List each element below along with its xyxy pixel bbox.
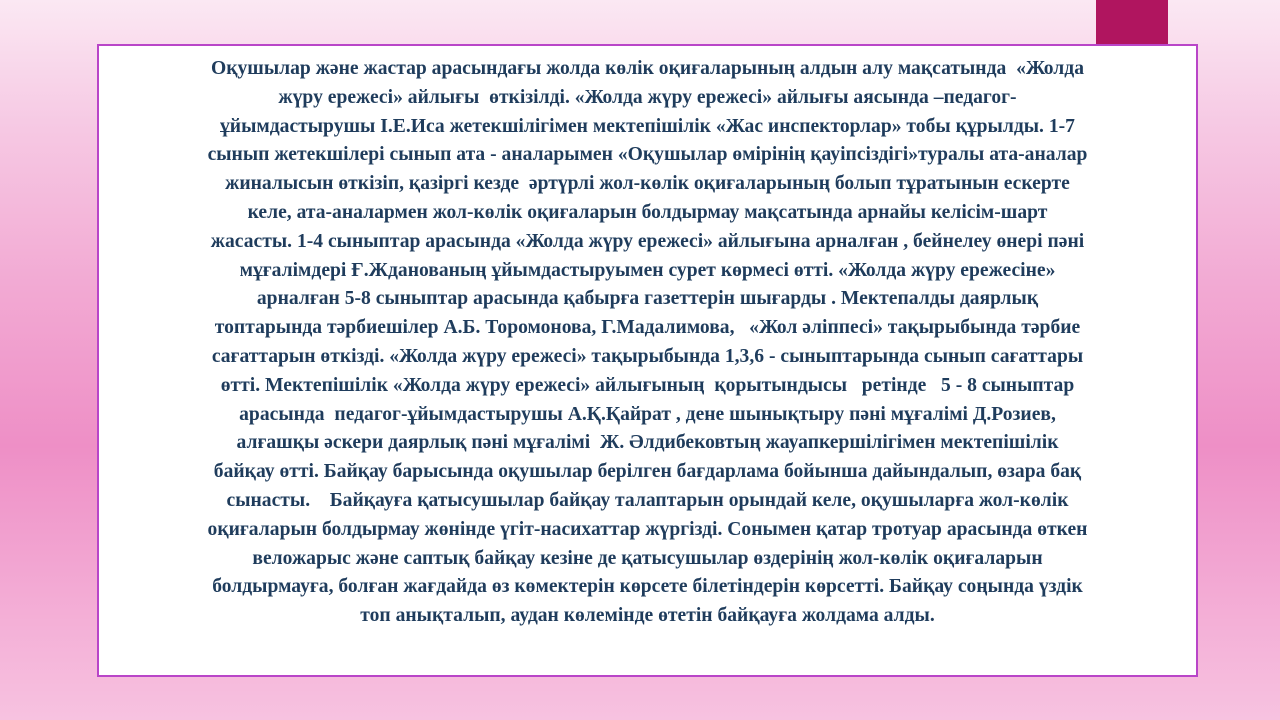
corner-accent-block — [1096, 0, 1168, 46]
text-content-box — [97, 44, 1198, 677]
body-paragraph: Оқушылар және жастар арасындағы жолда көлік оқиғаларының алдын алу мақсатында «Жолда жүру ережесі» айлығы өткізілді. «Жолда жүру ережесі» айлығы аясында –педагог- ұйымдастырушы І.Е.Иса жетекшілігімен мектепішілік «Жас инспекторлар» тобы құрылды. 1-7 сынып жетекшілері сынып ата - аналарымен «Оқушылар өмірінің қауіпсіздігі»туралы ата-аналар жиналысын өткізіп, қазіргі кезде әртүрлі жол-көлік оқиғаларының болып тұратынын ескерте келе, ата-аналармен жол-көлік оқиғаларын болдырмау мақсатында арнайы келісім-шарт жасасты. 1-4 сыныптар арасында «Жолда жүру ережесі» айлығына арналған , бейнелеу өнері пәні мұғалімдері Ғ.Жданованың ұйымдастыруымен сурет көрмесі өтті. «Жолда жүру ережесіне» арналған 5-8 сыныптар арасында қабырға газеттерін шығарды . Мектепалды даярлық топтарында тәрбиешілер А.Б. Торомонова, Г.Мадалимова, «Жол әліппесі» тақырыбында тәрбие сағаттарын өткізді. «Жолда жүру ережесі» тақырыбында 1,3,6 - сыныптарында сынып сағаттары өтті. Мектепішілік «Жолда жүру ережесі» айлығының қорытындысы ретінде 5 - 8 сыныптар арасында педагог-ұйымдастырушы А.Қ.Қайрат , дене шынықтыру пәні мұғалімі Д.Розиев, алғашқы әскери даярлық пәні мұғалімі Ж. Әлдибековтың жауапкершілігімен мектепішілік байқау өтті. Байқау барысында оқушылар берілген бағдарлама бойынша дайындалып, өзара бақ сынасты. Байқауға қатысушылар байқау талаптарын орындай келе, оқушыларға жол-көлік оқиғаларын болдырмау жөнінде үгіт-насихаттар жүргізді. Сонымен қатар тротуар арасында өткен веложарыс және саптық байқау кезіне де қатысушылар өздерінің жол-көлік оқиғаларын болдырмауға, болған жағдайда өз көмектерін көрсете білетіндерін көрсетті. Байқау соңында үздік топ анықталып, аудан көлемінде өтетін байқауға жолдама алды. — [207, 58, 1088, 627]
